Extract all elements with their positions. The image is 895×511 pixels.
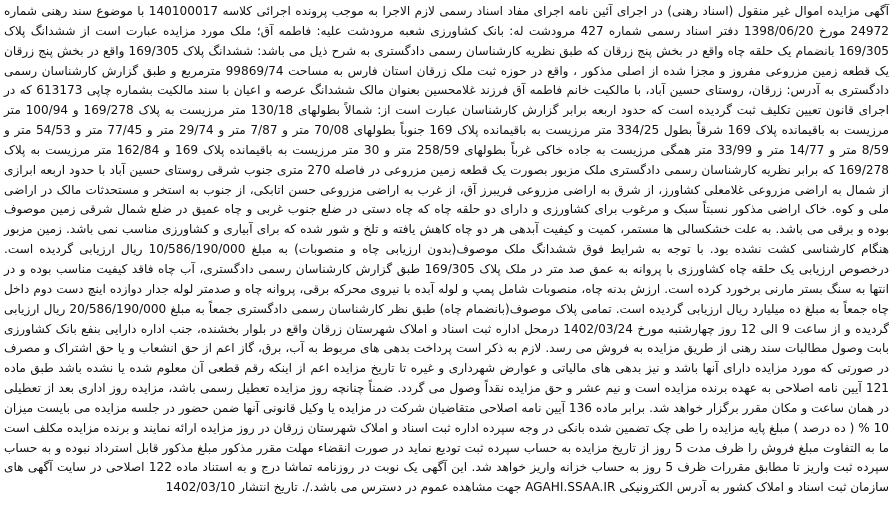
auction-notice-text [4,2,889,498]
notice-paragraph: آگهی مزایده اموال غیر منقول (اسناد رهنی) در اجرای آئین نامه اجرای مفاد اسناد رسمی لازم الاجرا به موجب پرونده اجرائی کلاسه 140100017 با موضوع سند رهنی شماره 24972 مورخ 1398/06/20 دفتر اسناد رسمی شماره 427 مرودشت له: بانک کشاورزی شعبه مرودشت علیه: فاطمه آق؛ ملک مورد مزایده عبارت است از ششدانگ پلاک 169/305 بانضمام یک حلقه چاه واقع در بخش پنج زرقان که طبق نظریه کارشناسان رسمی دادگستری به شرح ذیل می باشد: ششدانگ پلاک 169/305 واقع در بخش پنج زرقان یک قطعه زمین مزروعی مفروز و مجزا شده از اصلی مذکور ، واقع در حوزه ثبت ملک زرقان استان فارس به مساحت 99869/74 مترمربع و طبق گزارش کارشناسان رسمی دادگستری به آدرس: زرقان، روستای حسین آباد، با مالکیت خانم فاطمه آق فرزند غلامحسین بعنوان مالک ششدانگ عرصه و اعیان با سند مالکیت بشماره چاپی 613173 که در اجرای قانون تعیین تکلیف ثبت گردیده است که حدود اربعه برابر گزارش کارشناسان عبارت است از: شمالاً بطولهای 130/18 متر مرزیست به پلاک 169/278 و 100/94 متر مرزیست به باقیمانده پلاک 169 شرقاً بطول 334/25 متر مرزیست به باقیمانده پلاک 169 جنوباً بطولهای 70/08 متر و 7/87 متر و 29/74 متر و 77/45 متر و 54/53 متر و 8/59 متر و 14/77 متر و 33/99 متر همگی مرزیست به جاده خاکی غرباً بطولهای 258/59 متر و 30 متر مرزیست به باقیمانده پلاک 169 و 162/84 متر مرزیست به پلاک 169/278 که برابر نظریه کارشناسان رسمی دادگستری ملک مزبور بصورت یک قطعه زمین مزروعی در فاصله 270 متری جنوب شرقی روستای حسین آباد با حدود اربعه ابرازی از شمال به اراضی مزروعی غلامعلی کشاورز، از شرق به اراضی مزروعی فریبرز آق، از غرب به اراضی مزروعی حسن اتابکی، از جنوب به استخر و مستحدثات مالک در اراضی ملی و کوه. خاک اراضی مذکور نسبتاً سبک و مرغوب برای کشاورزی و دارای دو حلقه چاه که چاه دستی در ضلع جنوب غربی و چاه عمیق در ضلع شمال شرقی زمین موصوف بوده و برقی می باشد. به علت خشکسالی ها مستمر، کمیت و کیفیت آبدهی هر دو چاه کاهش یافته و تلخ و شور شده که برای آبیاری و کشاورزی مناسب نمی باشد. زمین مزبور هنگام کارشناسی کشت نشده بود. با توجه به شرایط فوق ششدانگ ملک موصوف(بدون ارزیابی چاه و منصوبات) به مبلغ 10/586/190/000 ریال ارزیابی گردیده است. درخصوص ارزیابی یک حلقه چاه کشاورزی با پروانه به عمق صد متر در ملک پلاک 169/305 طبق گزارش کارشناسان رسمی دادگستری، آب چاه فاقد کیفیت مناسب بوده و در انتها به سنگ بستر مارنی برخورد کرده است. ارزش بدنه چاه، منصوبات شامل پمپ و لوله آبده با نیروی محرکه برقی، پروانه چاه و صدمتر لوله جدار دوازده اینچ دست دوم داخل چاه جمعاً به مبلغ ده میلیارد ریال ارزیابی گردیده است. تمامی پلاک موصوف(بانضمام چاه) طبق نظر کارشناسان رسمی دادگستری جمعاً به مبلغ 20/586/190/000 ریال ارزیابی گردیده و از ساعت 9 الی 12 روز چهارشنبه مورخ 1402/03/24 درمحل اداره ثبت اسناد و املاک شهرستان زرقان واقع در بلوار بخشنده، جنب اداره دارایی بنفع بانک کشاورزی بابت وصول مطالبات سند رهنی از طریق مزایده به فروش می رسد. لازم به ذکر است پرداخت بدهی های مربوط به آب، برق، گاز اعم از حق انشعاب و یا حق اشتراک و مصرف در صورتی که مورد مزایده دارای آنها باشد و نیز بدهی های مالیاتی و عوارض شهرداری و غیره تا تاریخ مزایده اعم از اینکه رقم قطعی آن معلوم شده یا نشده باشد طبق ماده 121 آیین نامه اصلاحی به عهده برنده مزایده است و نیم عشر و حق مزایده نقداً وصول می گردد. ضمناً چنانچه روز مزایده تعطیل رسمی باشد، مزایده روز اداری بعد از تعطیلی در همان ساعت و مکان مقرر برگزار خواهد شد. برابر ماده 136 آیین نامه اصلاحی متقاضیان شرکت در مزایده یا وکیل قانونی آنها ضمن حضور در جلسه مزایده می بایست میزان 10 % ( ده درصد ) مبلغ پایه مزایده را طی چک تضمین شده بانکی در وجه سپرده اداره ثبت اسناد و املاک شهرستان زرقان در روز مزایده ارائه نمایند و برنده مزایده مکلف است ما به التفاوت مبلغ فروش را ظرف مدت 5 روز از تاریخ مزایده به حساب سپرده ثبت تودیع نماید در صورت انقضاء مهلت مقرر مذکور مبلغ مذکور قابل استرداد نبوده و به حساب سپرده ثبت واریز تا مطابق مقررات ظرف 5 روز به حساب خزانه واریز خواهد شد. این آگهی یک نوبت در روزنامه تماشا درج و به استناد ماده 122 اصلاحی در سایت آگهی های سازمان ثبت اسناد و املاک کشور به آدرس الکترونیکی AGAHI.SSAA.IR جهت مشاهده عموم در دسترس می باشد./. [4,4,890,495]
publish-date: تاریخ انتشار 1402/03/10 [165,480,298,495]
